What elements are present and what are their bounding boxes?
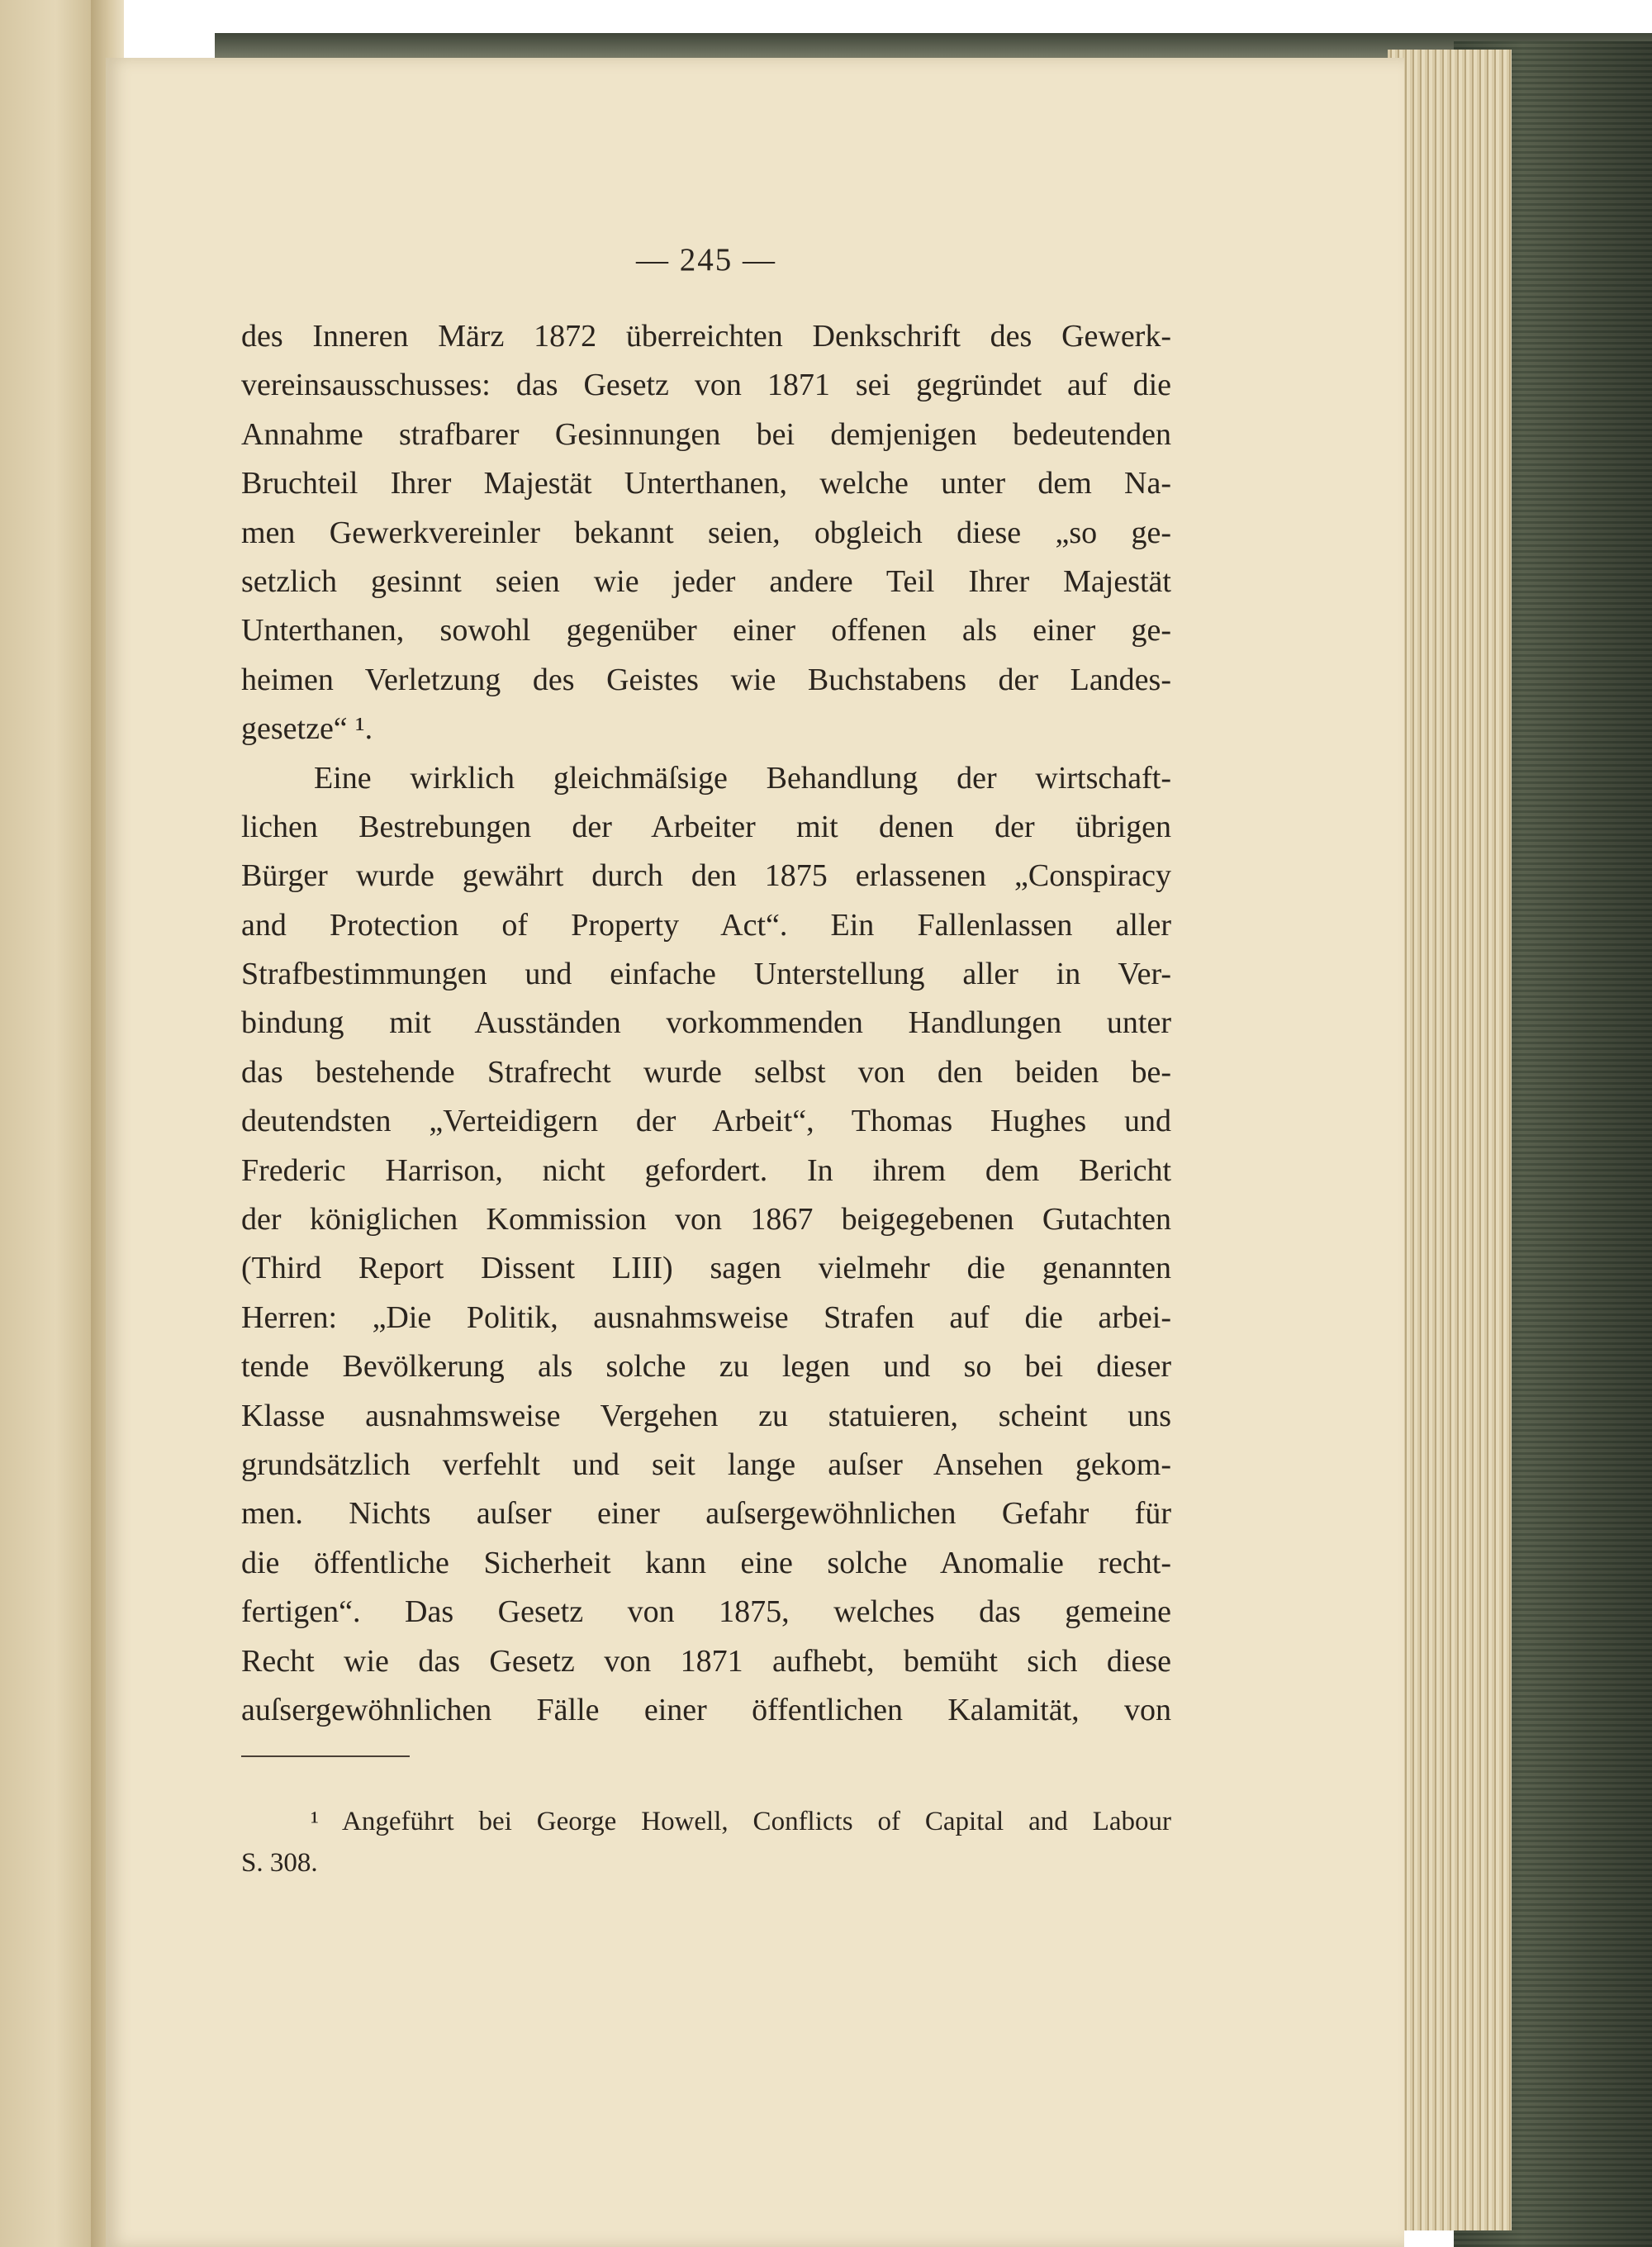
text-line: Klasse ausnahmsweise Vergehen zu statuieren, scheint uns <box>241 1398 1171 1433</box>
text-line: Herren: „Die Politik, ausnahmsweise Strafen auf die arbei- <box>241 1299 1171 1335</box>
text-line: tende Bevölkerung als solche zu legen und so bei dieser <box>241 1349 1171 1385</box>
text-line: Frederic Harrison, nicht gefordert. In ihrem dem Bericht <box>241 1152 1171 1188</box>
text-line: deutendsten „Verteidigern der Arbeit“, Thomas Hughes und <box>241 1104 1171 1139</box>
text-line: setzlich gesinnt seien wie jeder andere Teil Ihrer Majestät <box>241 563 1171 599</box>
footnote-line: ¹ Angeführt bei George Howell, Conflicts of Capital and Labour <box>311 1807 1171 1836</box>
page-number: — 245 — <box>636 242 776 278</box>
text-line: Annahme strafbarer Gesinnungen bei demjenigen bedeutenden <box>241 416 1171 452</box>
text-line: das bestehende Strafrecht wurde selbst von den beiden be- <box>241 1054 1171 1090</box>
text-line: die öffentliche Sicherheit kann eine solche Anomalie recht- <box>241 1545 1171 1580</box>
text-line: grundsätzlich verfehlt und seit lange auſser Ansehen gekom- <box>241 1447 1171 1482</box>
text-line: gesetze“ ¹. <box>241 711 373 747</box>
text-line: Strafbestimmungen und einfache Unterstellung aller in Ver- <box>241 957 1171 992</box>
text-line: der königlichen Kommission von 1867 beigegebenen Gutachten <box>241 1202 1171 1238</box>
text-line: heimen Verletzung des Geistes wie Buchstabens der Landes- <box>241 662 1171 697</box>
footnotes <box>241 1801 1171 1884</box>
footnote-divider <box>241 1755 410 1757</box>
text-line: Bürger wurde gewährt durch den 1875 erlassenen „Conspiracy <box>241 858 1171 894</box>
text-line: men. Nichts auſser einer auſsergewöhnlichen Gefahr für <box>241 1496 1171 1532</box>
text-line: men Gewerkvereinler bekannt seien, obgleich diese „so ge- <box>241 515 1171 550</box>
footnote-line: S. 308. <box>241 1848 318 1878</box>
text-line: Unterthanen, sowohl gegenüber einer offenen als einer ge- <box>241 613 1171 648</box>
text-line: vereinsausschusses: das Gesetz von 1871 sei gegründet auf die <box>241 368 1171 403</box>
text-line: Eine wirklich gleichmäſsige Behandlung der wirtschaft- <box>314 760 1171 796</box>
text-line: auſsergewöhnlichen Fälle einer öffentlichen Kalamität, von <box>241 1692 1171 1727</box>
text-line: lichen Bestrebungen der Arbeiter mit denen der übrigen <box>241 809 1171 844</box>
text-line: des Inneren März 1872 überreichten Denkschrift des Gewerk- <box>241 319 1171 354</box>
text-line: Bruchteil Ihrer Majestät Unterthanen, welche unter dem Na- <box>241 466 1171 501</box>
previous-page-edge <box>0 0 93 2247</box>
text-line: and Protection of Property Act“. Ein Fallenlassen aller <box>241 907 1171 943</box>
text-line: bindung mit Ausständen vorkommenden Handlungen unter <box>241 1005 1171 1041</box>
text-line: (Third Report Dissent LIII) sagen vielmehr die genannten <box>241 1251 1171 1286</box>
text-line: fertigen“. Das Gesetz von 1875, welches das gemeine <box>241 1594 1171 1630</box>
body-text <box>241 312 1171 1735</box>
text-line: Recht wie das Gesetz von 1871 aufhebt, bemüht sich diese <box>241 1643 1171 1679</box>
page-block-edges <box>1388 50 1512 2230</box>
